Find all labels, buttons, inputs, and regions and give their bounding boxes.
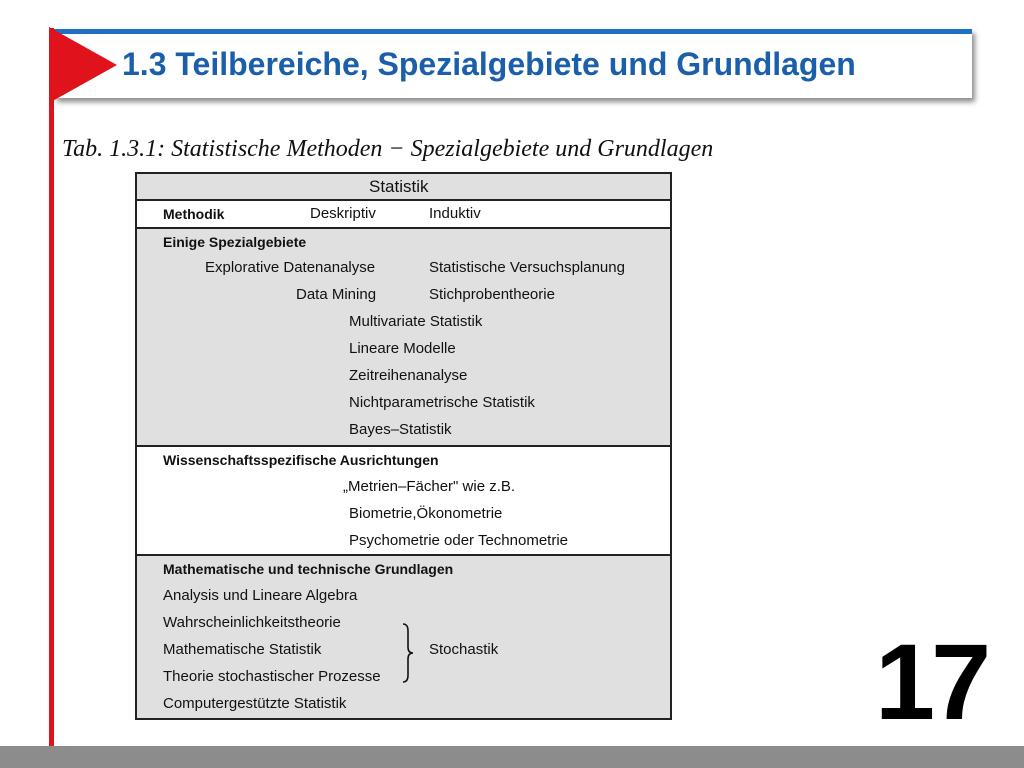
spezialgebiet-item: Lineare Modelle (349, 340, 456, 357)
grundlagen-item: Wahrscheinlichkeitstheorie (163, 614, 341, 631)
wissenschaft-item: „Metrien–Fächer" wie z.B. (343, 478, 516, 495)
table-header-row (137, 174, 670, 201)
red-flag-icon (49, 27, 117, 103)
left-red-bar (49, 28, 54, 748)
slide-title: 1.3 Teilbereiche, Spezialgebiete und Grundlagen (122, 46, 856, 82)
spezialgebiet-item: Statistische Versuchsplanung (429, 259, 625, 276)
methodik-deskriptiv: Deskriptiv (310, 205, 376, 222)
grundlagen-item: Analysis und Lineare Algebra (163, 587, 358, 604)
methodik-induktiv: Induktiv (429, 205, 481, 222)
spezialgebiet-item: Zeitreihenanalyse (349, 367, 468, 384)
table-header: Statistik (369, 177, 429, 196)
grundlagen-label: Mathematische und technische Grundlagen (163, 561, 454, 577)
wissenschaft-item: Psychometrie oder Technometrie (349, 532, 568, 549)
methodik-label: Methodik (163, 206, 225, 222)
spezialgebiet-item: Bayes–Statistik (349, 421, 452, 438)
methodik-row (137, 201, 670, 229)
grundlagen-item: Mathematische Statistik (163, 641, 322, 658)
stochastik-label: Stochastik (429, 641, 499, 658)
wissenschaft-label: Wissenschaftsspezifische Ausrichtungen (163, 452, 439, 468)
spezialgebiet-item: Stichprobentheorie (429, 286, 555, 303)
table-caption: Tab. 1.3.1: Statistische Methoden − Spezialgebiete und Grundlagen (62, 136, 714, 162)
grundlagen-item: Computergestützte Statistik (163, 695, 347, 712)
spezialgebiet-left-item: Explorative Datenanalyse (205, 259, 376, 276)
page-number: 17 (875, 621, 988, 742)
spezialgebiete-section (137, 229, 670, 447)
spezialgebiet-left-item: Data Mining (296, 286, 377, 303)
curly-brace-icon (401, 623, 415, 683)
spezialgebiete-label: Einige Spezialgebiete (163, 234, 307, 250)
statistics-table (135, 172, 672, 720)
title-banner (54, 29, 972, 98)
wissenschaft-section (137, 447, 670, 556)
wissenschaft-item: Biometrie,Ökonometrie (349, 505, 503, 522)
bottom-gray-bar (0, 746, 1024, 768)
spezialgebiet-item: Nichtparametrische Statistik (349, 394, 535, 411)
grundlagen-item: Theorie stochastischer Prozesse (163, 668, 381, 685)
spezialgebiet-item: Multivariate Statistik (349, 313, 483, 330)
